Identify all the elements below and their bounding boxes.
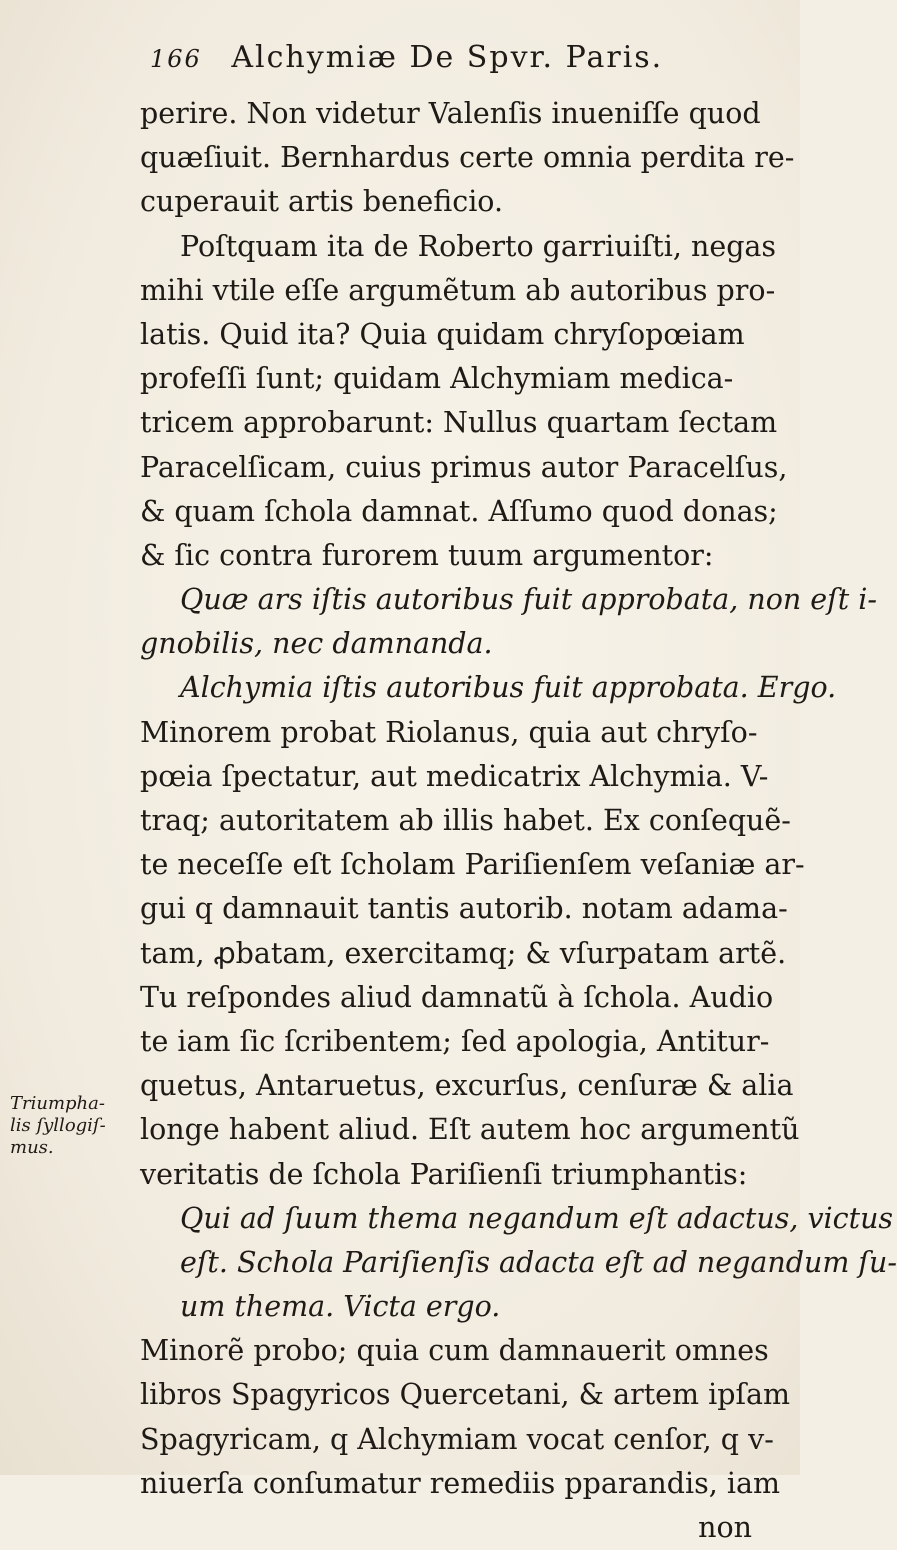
text-line: pœia ſpectatur, aut medicatrix Alchymia. V- [140, 759, 769, 793]
text-line: cuperauit artis beneficio. [140, 185, 504, 219]
text-line: te neceſſe eſt ſcholam Pariſienſem veſaniæ ar- [140, 848, 805, 882]
text-line: traq; autoritatem ab illis habet. Ex conſequẽ- [140, 804, 791, 837]
syllogism-line: Alchymia iſtis autoribus fuit approbata. Ergo. [180, 671, 837, 705]
text-line: quæſiuit. Bernhardus certe omnia perdita re- [140, 141, 795, 175]
text-line: Tu reſpondes aliud damnatũ à ſchola. Audio [140, 980, 774, 1014]
marginal-note [10, 1093, 130, 1159]
running-title: Alchymiæ De Spvr. Paris. [231, 40, 664, 75]
text-line: Poſtquam ita de Roberto garriuiſti, negas [180, 229, 777, 263]
body-text [140, 92, 897, 1550]
text-line: & quam ſchola damnat. Aſſumo quod donas; [140, 494, 778, 528]
text-line: quetus, Antaruetus, excurſus, cenſuræ & alia [140, 1069, 794, 1103]
text-line: tam, ꝓbatam, exercitamq; & vſurpatam artẽ. [140, 936, 787, 970]
text-line: longe habent aliud. Eſt autem hoc argumentũ [140, 1113, 800, 1147]
text-line: Minorẽ probo; quia cum damnauerit omnes [140, 1334, 769, 1368]
text-line: Minorem probat Riolanus, quia aut chryſo- [140, 715, 758, 749]
marginal-note-line: mus. [10, 1137, 54, 1158]
text-line: veritatis de ſchola Pariſienſi triumphantis: [140, 1157, 748, 1191]
syllogism-line: Quæ ars iſtis autoribus fuit approbata, non eſt i- [180, 583, 877, 617]
syllogism-line: gnobilis, nec damnanda. [140, 627, 493, 661]
syllogism-line: Qui ad ſuum thema negandum eſt adactus, victus [180, 1201, 894, 1235]
syllogism-line: eſt. Schola Pariſienſis adacta eſt ad negandum ſu- [180, 1245, 897, 1279]
text-line: libros Spagyricos Quercetani, & artem ipſam [140, 1378, 791, 1412]
text-line: perire. Non videtur Valenſis inueniſſe quod [140, 97, 761, 130]
text-line: gui q damnauit tantis autorib. notam adama- [140, 892, 788, 926]
running-header [150, 40, 790, 82]
syllogism-line: um thema. Victa ergo. [180, 1290, 501, 1324]
marginal-note-line: lis ſyllogiſ- [10, 1115, 106, 1136]
text-line: niuerſa conſumatur remediis pparandis, iam [140, 1466, 781, 1500]
text-line: te iam ſic ſcribentem; ſed apologia, Antitur- [140, 1024, 770, 1058]
page-number: 166 [150, 45, 202, 73]
text-line: latis. Quid ita? Quia quidam chryſopœiam [140, 317, 745, 351]
text-line: Paracelſicam, cuius primus autor Paracelſus, [140, 450, 788, 484]
text-line: tricem approbarunt: Nullus quartam ſectam [140, 406, 778, 440]
text-line: mihi vtile eſſe argumẽtum ab autoribus pro- [140, 273, 776, 307]
catchword: non [698, 1511, 752, 1544]
text-line: Spagyricam, q Alchymiam vocat cenſor, q v- [140, 1422, 774, 1456]
text-line: profeſſi ſunt; quidam Alchymiam medica- [140, 362, 734, 396]
text-line: & ſic contra furorem tuum argumentor: [140, 538, 714, 572]
marginal-note-line: Triumpha- [10, 1093, 105, 1114]
